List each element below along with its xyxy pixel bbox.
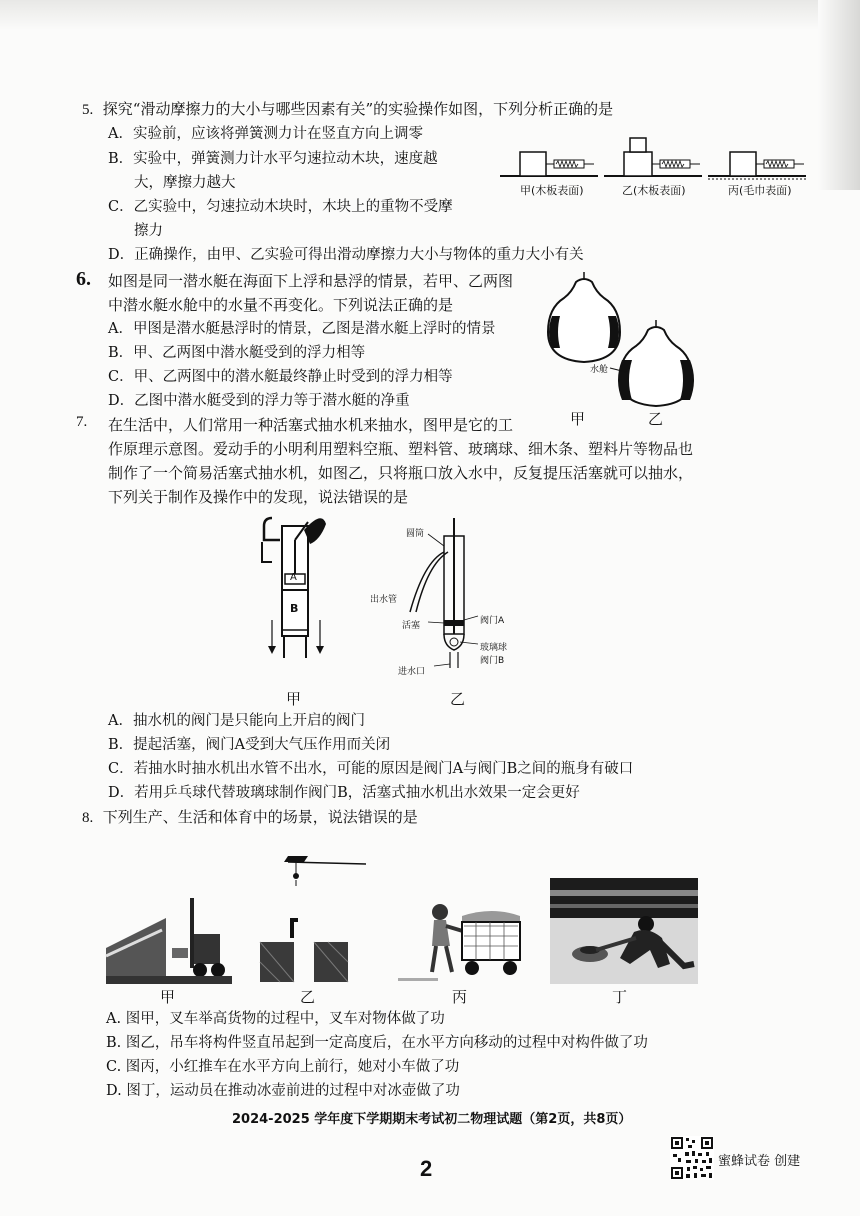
q6-stem-line2: 中潜水艇水舱中的水量不再变化。下列说法正确的是 xyxy=(108,296,454,314)
qr-code-icon xyxy=(670,1136,714,1180)
q5-caption-bing: 丙(毛巾表面) xyxy=(728,184,792,197)
q7-option-d: D．若用乒乓球代替玻璃球制作阀门B，活塞式抽水机出水效果一定会更好 xyxy=(108,785,580,801)
q8-cart-figure xyxy=(398,902,528,982)
q6-label-jia: 甲 xyxy=(570,410,586,428)
q6-option-d: D．乙图中潜水艇受到的浮力等于潜水艇的净重 xyxy=(108,393,410,409)
q8-option-d: D. 图丁，运动员在推动冰壶前进的过程中对冰壶做了功 xyxy=(106,1083,460,1099)
q5-option-a: A．实验前，应该将弹簧测力计在竖直方向上调零 xyxy=(108,126,423,142)
q8-curling-photo xyxy=(550,878,698,984)
q6-number: 6. xyxy=(76,268,91,290)
q7-label-yi: 乙 xyxy=(450,690,466,708)
q7-label-jia: 甲 xyxy=(286,690,302,708)
q7-stem-line4: 下列关于制作及操作中的发现，说法错误的是 xyxy=(108,488,409,506)
q7-label-cylinder: 圆筒 xyxy=(406,529,425,539)
q8-label-ding: 丁 xyxy=(612,988,628,1006)
q6-option-b: B．甲、乙两图中潜水艇受到的浮力相等 xyxy=(108,345,366,361)
q7-label-glass-ball: 玻璃球 xyxy=(480,643,508,653)
q7-valve-b-letter: B xyxy=(290,602,299,615)
submarine-jia xyxy=(548,272,620,362)
q7-label-valve-b: 阀门B xyxy=(480,656,505,666)
q7-option-b: B．提起活塞，阀门A受到大气压作用而关闭 xyxy=(108,737,391,753)
footer-brand: 蜜蜂试卷 创建 xyxy=(718,1154,801,1169)
q5-option-c-cont: 擦力 xyxy=(134,223,163,239)
q8-option-b: B. 图乙，吊车将构件竖直吊起到一定高度后，在水平方向移动的过程中对构件做了功 xyxy=(106,1035,648,1051)
top-scan-edge xyxy=(0,0,860,30)
q6-water-tank-label: 水舱 xyxy=(590,365,609,375)
q7-label-piston: 活塞 xyxy=(402,621,421,631)
q8-option-a: A. 图甲，叉车举高货物的过程中，叉车对物体做了功 xyxy=(106,1011,445,1027)
q5-option-b: B．实验中，弹簧测力计水平匀速拉动木块，速度越 xyxy=(108,151,438,167)
q6-stem-line1: 如图是同一潜水艇在海面下上浮和悬浮的情景，若甲、乙两图 xyxy=(108,272,514,290)
q5-option-b-cont: 大，摩擦力越大 xyxy=(134,175,236,191)
q5-option-c: C．乙实验中，匀速拉动木块时，木块上的重物不受摩 xyxy=(108,199,453,215)
q5-option-d: D．正确操作，由甲、乙实验可得出滑动摩擦力大小与物体的重力大小有关 xyxy=(108,247,584,263)
q5-stem: 5. 探究“滑动摩擦力的大小与哪些因素有关”的实验操作如图，下列分析正确的是 xyxy=(82,100,614,118)
q7-label-outlet-pipe: 出水管 xyxy=(370,595,398,605)
q7-number: 7. xyxy=(76,414,88,430)
q6-option-a: A．甲图是潜水艇悬浮时的情景，乙图是潜水艇上浮时的情景 xyxy=(108,321,496,337)
q8-label-jia: 甲 xyxy=(160,988,176,1006)
q7-pump-figure-jia xyxy=(252,512,342,662)
q8-forklift-photo xyxy=(106,878,232,984)
q7-stem-line3: 制作了一个简易活塞式抽水机，如图乙，只将瓶口放入水中，反复提压活塞就可以抽水， xyxy=(108,464,694,482)
q8-option-c: C. 图丙，小红推车在水平方向上前行，她对小车做了功 xyxy=(106,1059,460,1075)
submarine-yi xyxy=(618,320,694,406)
friction-setup-yi xyxy=(604,138,702,176)
q8-label-yi: 乙 xyxy=(300,988,316,1006)
q6-option-c: C．甲、乙两图中的潜水艇最终静止时受到的浮力相等 xyxy=(108,369,453,385)
q6-submarine-figure xyxy=(540,268,700,413)
q7-label-water-inlet: 进水口 xyxy=(398,667,426,677)
q7-stem-line2: 作原理示意图。爱动手的小明利用塑料空瓶、塑料管、玻璃球、细木条、塑料片等物品也 xyxy=(108,440,694,458)
friction-setup-jia xyxy=(500,152,598,176)
footer-exam-title: 2024-2025 学年度下学期期末考试初二物理试题（第2页，共8页） xyxy=(232,1112,632,1127)
q8-stem: 8. 下列生产、生活和体育中的场景，说法错误的是 xyxy=(82,808,418,826)
q5-caption-yi: 乙(木板表面) xyxy=(622,184,686,197)
q7-label-valve-a: 阀门A xyxy=(480,616,505,626)
page-number: 2 xyxy=(420,1156,433,1181)
friction-setup-bing xyxy=(708,152,806,179)
right-scan-edge xyxy=(818,0,860,190)
q7-option-a: A．抽水机的阀门是只能向上开启的阀门 xyxy=(108,713,365,729)
q8-crane-figure xyxy=(258,852,368,984)
q7-stem-line1: 在生活中，人们常用一种活塞式抽水机来抽水，图甲是它的工 xyxy=(108,416,514,434)
q7-option-c: C．若抽水时抽水机出水管不出水，可能的原因是阀门A与阀门B之间的瓶身有破口 xyxy=(108,761,634,777)
q6-label-yi: 乙 xyxy=(648,410,664,428)
q5-caption-jia: 甲(木板表面) xyxy=(520,184,584,197)
q7-valve-a-letter: A xyxy=(290,572,297,583)
q8-label-bing: 丙 xyxy=(452,988,468,1006)
